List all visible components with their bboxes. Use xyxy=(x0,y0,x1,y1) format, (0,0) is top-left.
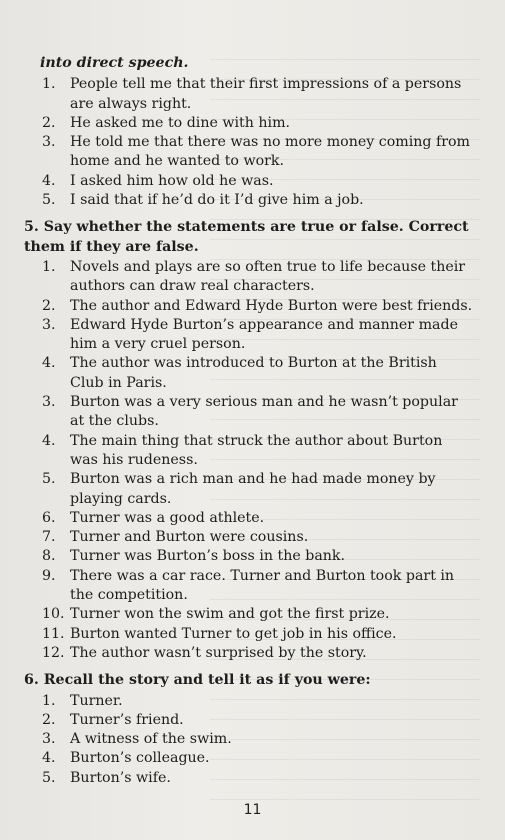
task6-list xyxy=(24,692,474,788)
item-number: 3. xyxy=(42,316,56,333)
item-text: Burton’s wife. xyxy=(70,769,171,786)
list-item xyxy=(24,172,474,191)
item-number: 4. xyxy=(42,172,56,189)
top-block-list xyxy=(24,75,474,210)
list-item xyxy=(24,470,474,509)
task5-block xyxy=(24,218,474,663)
list-item xyxy=(24,528,474,547)
item-text: The author was introduced to Burton at the British Club in Paris. xyxy=(70,355,437,391)
item-text: Turner was a good athlete. xyxy=(70,509,265,526)
list-item xyxy=(24,749,474,768)
list-item xyxy=(24,625,474,644)
item-number: 7. xyxy=(42,529,56,546)
item-number: 8. xyxy=(42,548,56,565)
list-item xyxy=(24,644,474,663)
item-text: Turner won the swim and got the first prize. xyxy=(70,606,390,623)
item-number: 4. xyxy=(42,355,56,372)
item-number: 5. xyxy=(42,769,56,786)
list-item xyxy=(24,191,474,210)
item-number: 4. xyxy=(42,750,56,767)
list-item xyxy=(24,567,474,606)
top-block-heading: into direct speech. xyxy=(40,55,189,71)
item-text: Turner and Burton were cousins. xyxy=(70,529,309,546)
item-number: 6. xyxy=(42,509,56,526)
item-number: 3. xyxy=(42,394,56,411)
list-item xyxy=(24,393,474,432)
item-text: The author wasn’t surprised by the story. xyxy=(70,644,367,661)
item-number: 2. xyxy=(42,297,56,314)
item-text: A witness of the swim. xyxy=(70,731,232,748)
item-text: Burton wanted Turner to get job in his office. xyxy=(70,625,397,642)
item-text: The main thing that struck the author about Burton was his rudeness. xyxy=(70,432,443,468)
item-number: 10. xyxy=(42,606,65,623)
task6-block xyxy=(24,671,474,788)
item-number: 12. xyxy=(42,644,65,661)
item-text: He told me that there was no more money coming from home and he wanted to work. xyxy=(70,134,470,170)
item-number: 1. xyxy=(42,76,56,93)
list-item xyxy=(24,75,474,114)
task5-list xyxy=(24,258,474,663)
list-item xyxy=(24,730,474,749)
list-item xyxy=(24,114,474,133)
list-item xyxy=(24,432,474,471)
list-item xyxy=(24,258,474,297)
list-item xyxy=(24,769,474,788)
item-text: Turner’s friend. xyxy=(70,711,184,728)
list-item xyxy=(24,133,474,172)
item-number: 3. xyxy=(42,134,56,151)
item-text: Novels and plays are so often true to life because their authors can draw real characters. xyxy=(70,258,466,295)
item-text: Burton was a very serious man and he wasn’t popular at the clubs. xyxy=(70,394,458,430)
item-text: There was a car race. Turner and Burton took part in the competition. xyxy=(70,567,455,604)
item-number: 4. xyxy=(42,432,56,449)
item-text: Burton was a rich man and he had made money by playing cards. xyxy=(70,471,436,507)
item-number: 1. xyxy=(42,692,56,709)
item-text: People tell me that their first impressions of a persons are always right. xyxy=(70,76,462,112)
list-item xyxy=(24,547,474,566)
item-text: Turner. xyxy=(70,692,123,709)
list-item xyxy=(24,605,474,624)
item-text: The author and Edward Hyde Burton were best friends. xyxy=(70,297,473,314)
task5-heading: 5. Say whether the statements are true or false. Correct them if they are false. xyxy=(24,219,469,255)
item-text: He asked me to dine with him. xyxy=(70,114,291,131)
list-item xyxy=(24,509,474,528)
item-text: I asked him how old he was. xyxy=(70,172,274,189)
page-content xyxy=(24,54,474,796)
list-item xyxy=(24,354,474,393)
item-number: 9. xyxy=(42,567,56,584)
item-number: 3. xyxy=(42,731,56,748)
list-item xyxy=(24,692,474,711)
item-number: 2. xyxy=(42,114,56,131)
page-number: 11 xyxy=(243,802,262,818)
item-text: Edward Hyde Burton’s appearance and manner made him a very cruel person. xyxy=(70,316,458,353)
item-text: Turner was Burton’s boss in the bank. xyxy=(70,548,346,565)
item-number: 5. xyxy=(42,192,56,209)
item-text: I said that if he’d do it I’d give him a job. xyxy=(70,192,364,209)
item-number: 2. xyxy=(42,711,56,728)
item-number: 1. xyxy=(42,258,56,275)
list-item xyxy=(24,316,474,355)
top-exercise-block xyxy=(24,54,474,210)
list-item xyxy=(24,297,474,316)
task6-heading: 6. Recall the story and tell it as if you were: xyxy=(24,672,371,689)
item-number: 5. xyxy=(42,471,56,488)
item-text: Burton’s colleague. xyxy=(70,750,210,767)
item-number: 11. xyxy=(42,625,65,642)
list-item xyxy=(24,711,474,730)
